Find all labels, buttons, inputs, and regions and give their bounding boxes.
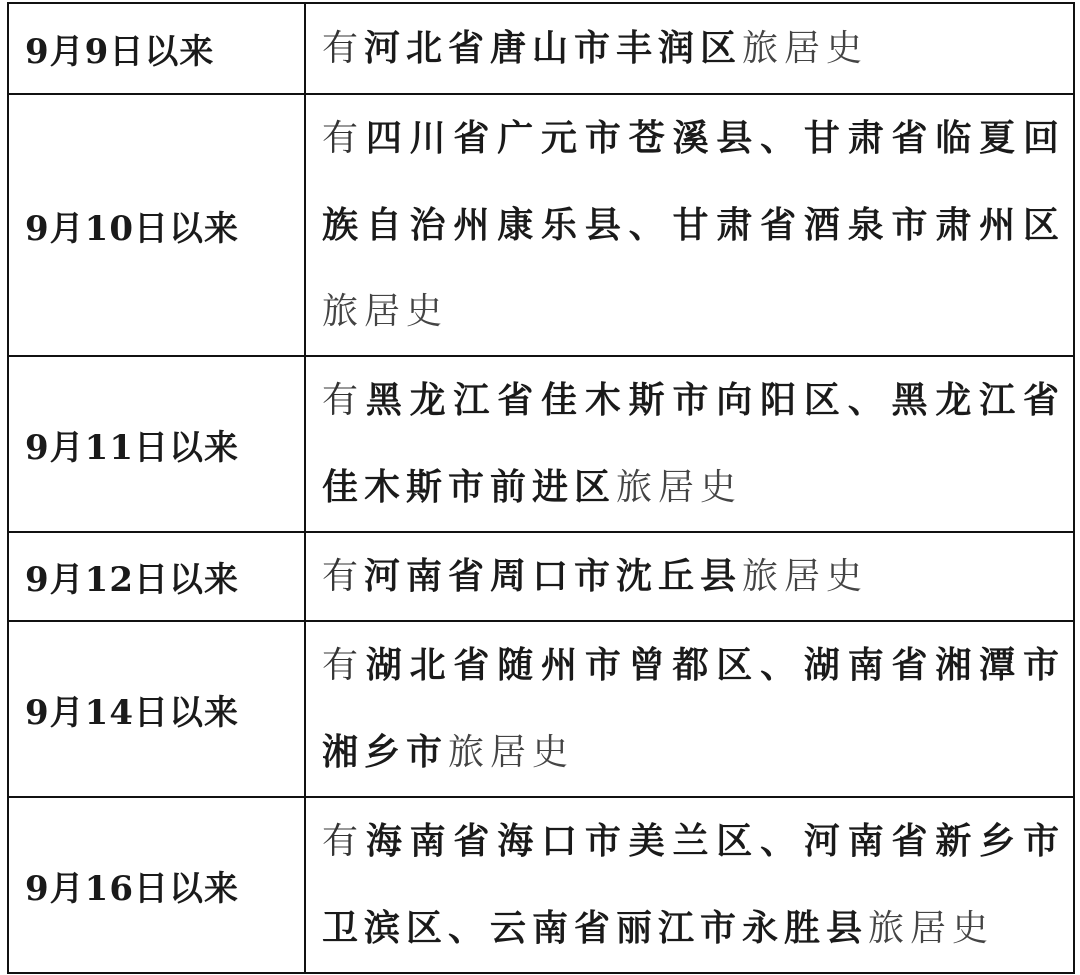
regions-text: 河南省周口市沈丘县 [364, 555, 743, 597]
prefix-text: 有 [322, 380, 366, 421]
date-text: 9月12日以来 [25, 560, 239, 600]
regions-text: 湖北省随州市曾都区、湖南省湘潭市湘乡市 [322, 644, 1065, 773]
suffix-text: 旅居史 [742, 556, 869, 597]
prefix-text: 有 [322, 118, 366, 159]
region-cell [305, 532, 1074, 621]
suffix-text: 旅居史 [322, 291, 449, 332]
region-cell [305, 356, 1074, 532]
date-text: 9月16日以来 [25, 868, 239, 909]
date-text: 9月11日以来 [25, 427, 239, 468]
prefix-text: 有 [322, 645, 366, 686]
regions-text: 河北省唐山市丰润区 [364, 27, 743, 69]
table-row [8, 797, 1074, 973]
date-cell [8, 532, 305, 621]
travel-history-table [7, 2, 1075, 974]
table-row [8, 3, 1074, 94]
regions-text: 黑龙江省佳木斯市向阳区、黑龙江省佳木斯市前进区 [322, 379, 1065, 508]
date-cell [8, 3, 305, 94]
date-cell [8, 356, 305, 532]
table-row [8, 356, 1074, 532]
region-cell [305, 94, 1074, 356]
table-row [8, 621, 1074, 797]
date-text: 9月10日以来 [25, 208, 239, 249]
date-cell [8, 797, 305, 973]
suffix-text: 旅居史 [448, 732, 575, 773]
regions-text: 四川省广元市苍溪县、甘肃省临夏回族自治州康乐县、甘肃省酒泉市肃州区 [322, 117, 1065, 246]
date-cell [8, 621, 305, 797]
table-row [8, 94, 1074, 356]
prefix-text: 有 [322, 28, 365, 69]
region-cell [305, 621, 1074, 797]
prefix-text: 有 [322, 821, 366, 862]
regions-text: 海南省海口市美兰区、河南省新乡市卫滨区、云南省丽江市永胜县 [322, 820, 1065, 949]
date-text: 9月9日以来 [25, 32, 215, 72]
region-cell [305, 797, 1074, 973]
date-cell [8, 94, 305, 356]
prefix-text: 有 [322, 556, 365, 597]
date-text: 9月14日以来 [25, 692, 239, 733]
suffix-text: 旅居史 [616, 467, 743, 508]
suffix-text: 旅居史 [742, 28, 869, 69]
region-cell [305, 3, 1074, 94]
table-row [8, 532, 1074, 621]
suffix-text: 旅居史 [868, 908, 995, 949]
